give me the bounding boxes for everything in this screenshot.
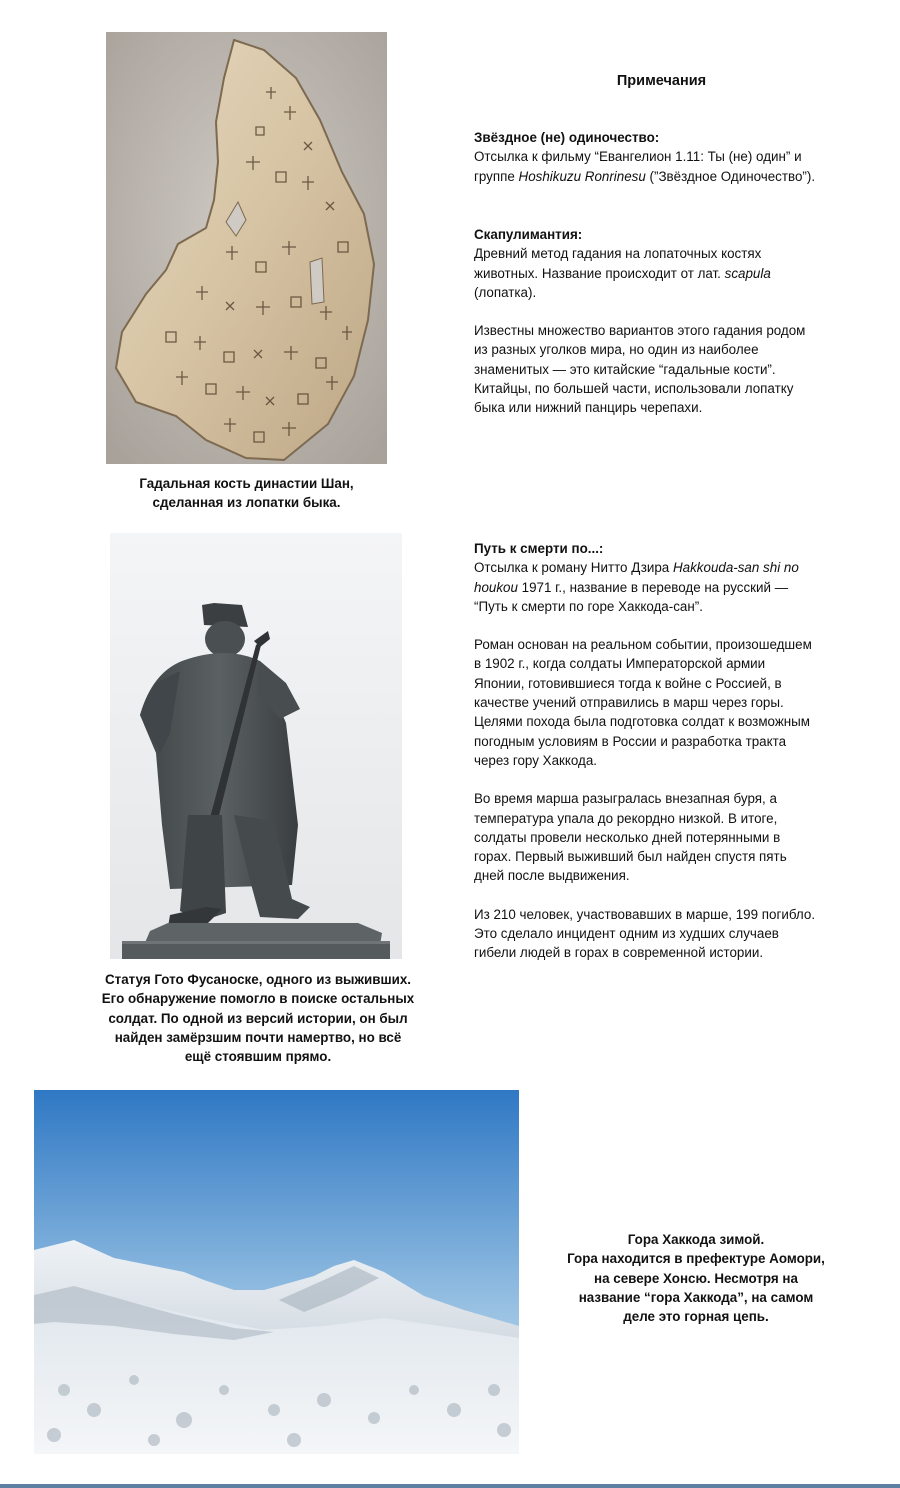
note-line: в 1902 г., когда солдаты Императорской армии bbox=[474, 656, 766, 672]
note-line: Китайцы, по большей части, использовали лопатку bbox=[474, 381, 794, 397]
note-italic: Hakkouda-san shi no bbox=[672, 560, 799, 576]
note-path-to-death bbox=[474, 539, 864, 963]
note-line: Известны множество вариантов этого гадания родом bbox=[474, 323, 806, 339]
oracle-bone-illustration bbox=[106, 32, 387, 464]
bone-caption bbox=[106, 474, 387, 513]
note-line: Древний метод гадания на лопаточных костях bbox=[474, 246, 762, 262]
note-line bbox=[474, 558, 864, 577]
note-line: температура упала до рекордно низкой. В итоге, bbox=[474, 810, 778, 826]
mountain-illustration bbox=[34, 1090, 519, 1454]
note-line: знаменитых — это китайские “гадальные кости”. bbox=[474, 361, 776, 377]
note-line: Во время марша разыгралась внезапная буря, а bbox=[474, 791, 777, 807]
note-text: 1971 г., название в переводе на русский — bbox=[517, 579, 789, 595]
caption-line: Статуя Гото Фусаноске, одного из выживших. bbox=[104, 972, 411, 987]
note-line: Из 210 человек, участвовавших в марше, 199 погибло. bbox=[474, 906, 816, 922]
note-line: (лопатка). bbox=[474, 284, 537, 300]
caption-line: Гора находится в префектуре Аомори, bbox=[567, 1251, 825, 1267]
caption-line: Гадальная кость династии Шан, bbox=[139, 476, 354, 491]
note-line bbox=[474, 167, 864, 186]
note-line: горах. Первый выживший был найден спустя пять bbox=[474, 849, 787, 865]
caption-line: название “гора Хаккода”, на самом bbox=[578, 1289, 814, 1305]
note-text: животных. Название происходит от лат. bbox=[474, 265, 725, 281]
note-line: Роман основан на реальном событии, произошедшем bbox=[474, 637, 812, 653]
caption-line: сделанная из лопатки быка. bbox=[152, 495, 341, 511]
note-line: быка или нижний панцирь черепахи. bbox=[474, 400, 703, 416]
caption-line: деле это горная цепь. bbox=[623, 1309, 769, 1325]
note-line bbox=[474, 578, 864, 597]
note-heading: Путь к смерти по...: bbox=[474, 541, 604, 556]
note-star-loneliness bbox=[474, 128, 864, 186]
note-line: Это сделало инцидент одним из худших случаев bbox=[474, 926, 779, 942]
oracle-bone-photo bbox=[106, 32, 387, 464]
note-text: (”Звёздное Одиночество”). bbox=[645, 168, 816, 184]
page-title: Примечания bbox=[616, 73, 707, 89]
note-italic: scapula bbox=[724, 265, 771, 281]
note-heading: Скапулимантия: bbox=[474, 227, 583, 242]
note-line: из разных уголков мира, но один из наиболее bbox=[474, 342, 759, 358]
statue-photo bbox=[110, 533, 402, 959]
statue-illustration bbox=[110, 533, 402, 959]
note-heading: Звёздное (не) одиночество: bbox=[474, 130, 660, 145]
note-text: группе bbox=[474, 168, 519, 184]
note-line: через гору Хаккода. bbox=[474, 752, 598, 768]
caption-line: Его обнаружение помогло в поиске остальных bbox=[101, 991, 415, 1007]
note-scapulimancy bbox=[474, 225, 864, 418]
note-line: гибели людей в горах в современной истории. bbox=[474, 945, 764, 961]
caption-line: на севере Хонсю. Несмотря на bbox=[594, 1270, 798, 1286]
note-line: качестве учений отправились в марш через горы. bbox=[474, 695, 784, 711]
statue-caption bbox=[88, 970, 428, 1066]
caption-line: солдат. По одной из версий истории, он был bbox=[108, 1010, 408, 1026]
note-line: “Путь к смерти по горе Хаккода-сан”. bbox=[474, 598, 703, 614]
mountain-photo bbox=[34, 1090, 519, 1454]
note-italic: houkou bbox=[474, 579, 518, 595]
note-italic: Hoshikuzu Ronrinesu bbox=[518, 168, 646, 184]
note-line: дней после выдвижения. bbox=[474, 868, 630, 884]
caption-line: найден замёрзшим почти намертво, но всё bbox=[114, 1029, 402, 1045]
caption-line: ещё стоявшим прямо. bbox=[184, 1049, 332, 1065]
note-line: Отсылка к фильму “Евангелион 1.11: Ты (не) один” и bbox=[474, 149, 802, 165]
note-line: Целями похода была подготовка солдат к возможным bbox=[474, 714, 810, 730]
note-line: солдаты провели несколько дней потерянными в bbox=[474, 829, 781, 845]
footer-divider bbox=[0, 1484, 900, 1488]
caption-line: Гора Хаккода зимой. bbox=[627, 1232, 765, 1247]
note-text: Отсылка к роману Нитто Дзира bbox=[474, 560, 673, 576]
note-line: Японии, готовившиеся тогда к войне с Россией, в bbox=[474, 675, 782, 691]
mountain-caption bbox=[546, 1230, 846, 1326]
note-line: погодным условиям в России и разработка тракта bbox=[474, 733, 787, 749]
note-line bbox=[474, 264, 864, 283]
